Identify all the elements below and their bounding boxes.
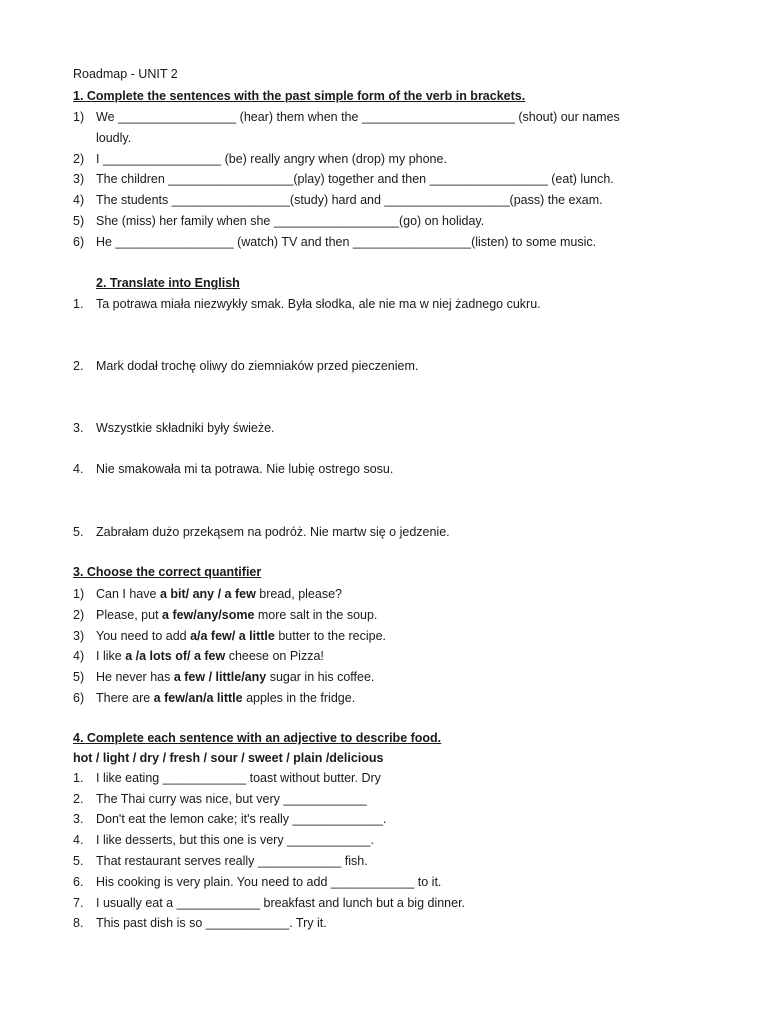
word-bank: hot / light / dry / fresh / sour / sweet / plain /delicious <box>73 751 384 765</box>
section-1-heading: 1. Complete the sentences with the past simple form of the verb in brackets. <box>73 89 526 103</box>
section-4-heading: 4. Complete each sentence with an adjective to describe food. <box>73 731 442 745</box>
document-header: Roadmap - UNIT 2 <box>73 67 178 81</box>
section-2-heading: 2. Translate into English <box>96 276 240 290</box>
section-3-heading: 3. Choose the correct quantifier <box>73 565 262 579</box>
worksheet-page: Roadmap - UNIT 2 1. Complete the sentences with the past simple form of the verb in brackets. 1) We _________________ (hear) them when the ______________________ (shout) our names loudly. 2) I _________________ (be) really angry when (drop) my phone. 3) The children __________________(play) together and then _________________ (eat) lunch. 4) The students _________________(study) hard and __________________(pass) the exam. 5) She (miss) her family when she __________________(go) on holiday. 6) He _________________ (watch) TV and then _________________(listen) to some music. 2. Translate into English 1. Ta potrawa miała niezwykły smak. Była słodka, ale nie ma w niej żadnego cukru. 2. Mark dodał trochę oliwy do ziemniaków przed pieczeniem. 3. Wszystkie składniki były świeże. 4. Nie smakowała mi ta potrawa. Nie lubię ostrego sosu. 5. Zabrałam dużo przekąsem na podróż. Nie martw się o jedzenie. 3. Choose the correct quantifier 1) Can I have a bit/ any / a few bread, please? 2) Please, put a few/any/some more salt in the soup. 3) You need to add a/a few/ a little butter to the recipe. 4) I like a /a lots of/ a few cheese on Pizza! 5) He never has a few / little/any sugar in his coffee. 6) There are a few/an/a little apples in the fridge. 4. Complete each sentence with an adjective to describe food. hot / light / dry / fresh / sour / sweet / plain /delicious 1. I like eating ____________ toast without butter. Dry 2. The Thai curry was nice, but very ____________ 3. Don't eat the lemon cake; it's really _____________. 4. I like desserts, but this one is very ____________. 5. That restaurant serves really ____________ fish. 6. His cooking is very plain. You need to add ____________ to it. 7. I usually eat a ____________ breakfast and lunch but a big dinner. 8. This past dish is so ____________. Try it. <box>73 67 620 930</box>
